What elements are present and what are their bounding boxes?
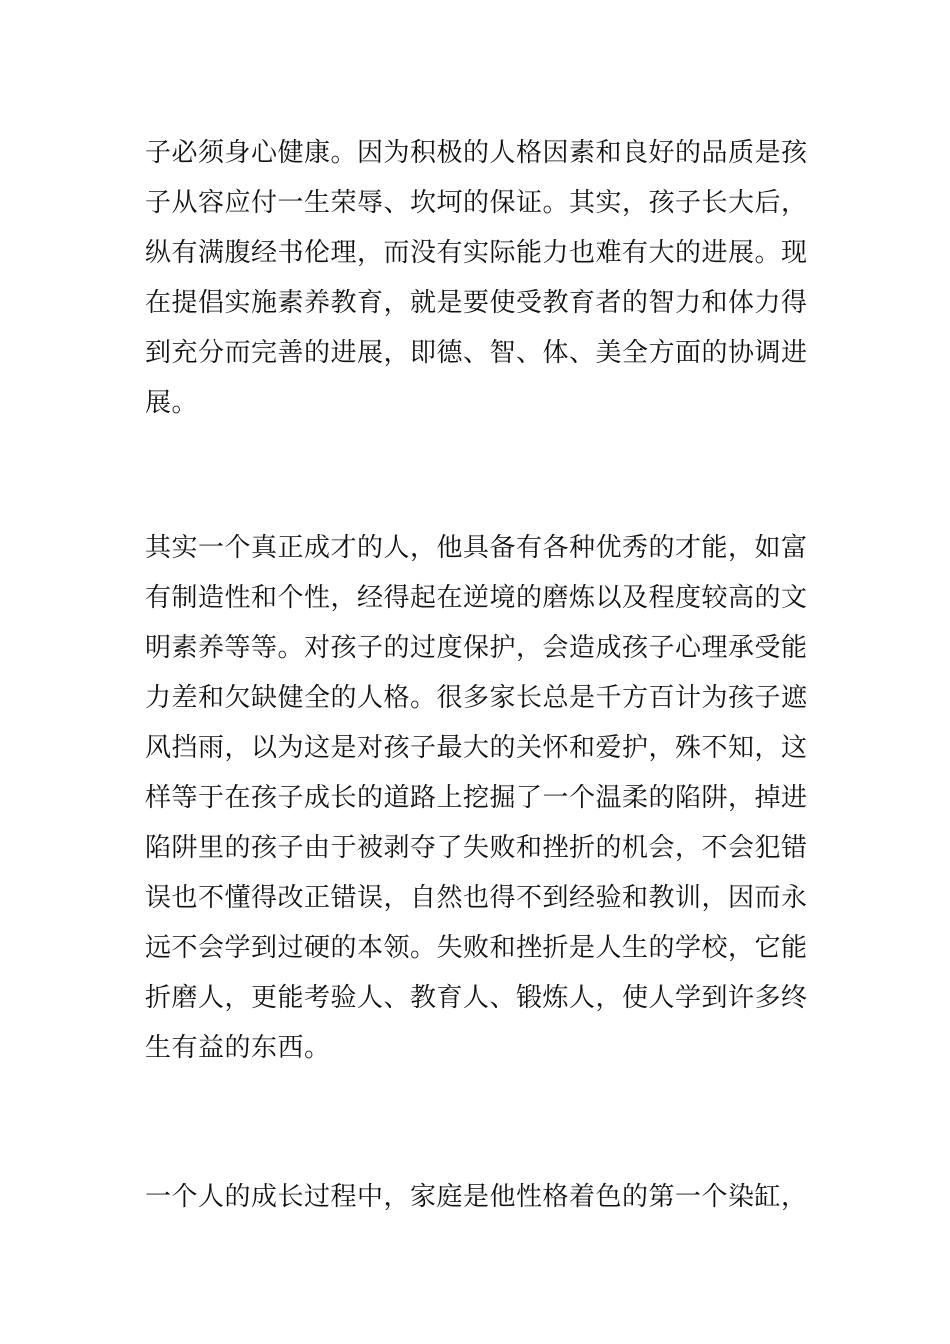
text-line: 生有益的东西。 [145, 1033, 331, 1063]
text-line: 陷阱里的孩子由于被剥夺了失败和挫折的机会，不会犯错 [145, 833, 808, 863]
paragraph-3 [145, 1172, 815, 1222]
text-line: 误也不懂得改正错误，自然也得不到经验和教训，因而永 [145, 883, 808, 913]
text-line: 在提倡实施素养教育，就是要使受教育者的智力和体力得 [145, 288, 808, 318]
text-line: 明素养等等。对孩子的过度保护，会造成孩子心理承受能 [145, 633, 808, 663]
text-line: 风挡雨，以为这是对孩子最大的关怀和爱护，殊不知，这 [145, 733, 808, 763]
text-line: 其实一个真正成才的人，他具备有各种优秀的才能，如富 [145, 533, 808, 563]
text-line: 远不会学到过硬的本领。失败和挫折是人生的学校，它能 [145, 933, 808, 963]
text-line: 纵有满腹经书伦理，而没有实际能力也难有大的进展。现 [145, 238, 808, 268]
paragraph-1 [145, 128, 815, 428]
text-line: 样等于在孩子成长的道路上挖掘了一个温柔的陷阱，掉进 [145, 783, 808, 813]
text-line: 到充分而完善的进展，即德、智、体、美全方面的协调进 [145, 338, 808, 368]
text-line: 子从容应付一生荣辱、坎坷的保证。其实，孩子长大后， [145, 188, 808, 218]
text-line: 子必须身心健康。因为积极的人格因素和良好的品质是孩 [145, 138, 808, 168]
paragraph-2 [145, 523, 815, 1073]
text-line: 有制造性和个性，经得起在逆境的磨炼以及程度较高的文 [145, 583, 808, 613]
text-line: 力差和欠缺健全的人格。很多家长总是千方百计为孩子遮 [145, 683, 808, 713]
text-line: 展。 [145, 388, 199, 418]
text-line: 折磨人，更能考验人、教育人、锻炼人，使人学到许多终 [145, 983, 808, 1013]
text-line: 一个人的成长过程中，家庭是他性格着色的第一个染缸， [145, 1182, 808, 1212]
